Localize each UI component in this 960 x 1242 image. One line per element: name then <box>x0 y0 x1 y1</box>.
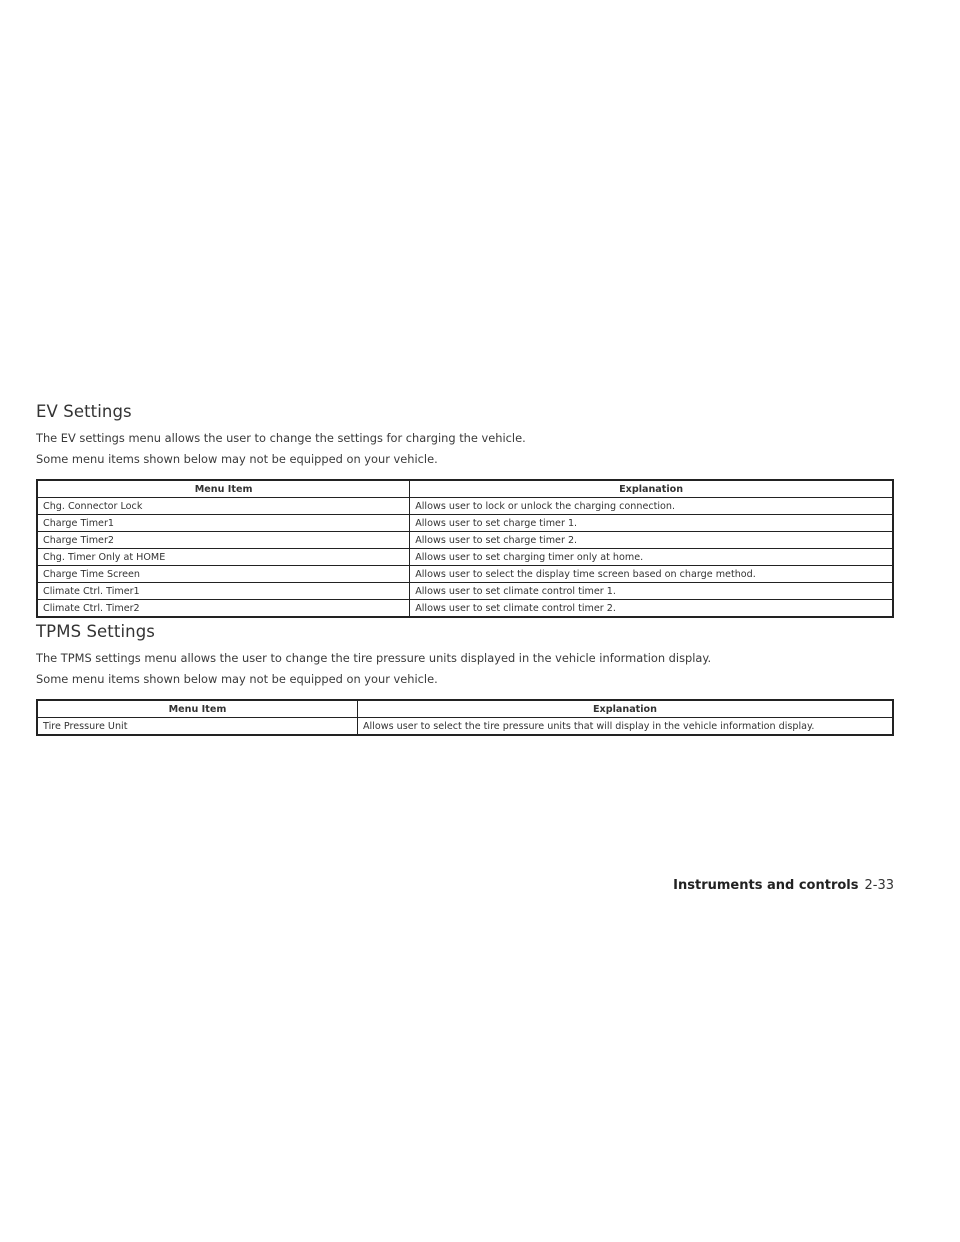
ev-settings-section <box>36 400 894 618</box>
tpms-settings-table <box>36 699 894 736</box>
table-row <box>37 549 893 566</box>
menu-item-cell: Chg. Timer Only at HOME <box>37 549 410 566</box>
table-row <box>37 515 893 532</box>
menu-item-cell: Charge Time Screen <box>37 566 410 583</box>
menu-item-cell: Climate Ctrl. Timer2 <box>37 600 410 618</box>
table-header-row <box>37 700 893 718</box>
explanation-cell: Allows user to set charge timer 2. <box>410 532 893 549</box>
explanation-cell: Allows user to set climate control timer 1. <box>410 583 893 600</box>
table-row <box>37 583 893 600</box>
column-header-explanation: Explanation <box>357 700 893 718</box>
menu-item-cell: Climate Ctrl. Timer1 <box>37 583 410 600</box>
table-row <box>37 718 893 736</box>
table-header-row <box>37 480 893 498</box>
tpms-settings-intro: The TPMS settings menu allows the user to change the tire pressure units displayed in the vehicle information display. <box>36 651 712 665</box>
tpms-settings-note: Some menu items shown below may not be equipped on your vehicle. <box>36 672 438 686</box>
ev-settings-heading: EV Settings <box>36 402 132 421</box>
explanation-cell: Allows user to set charge timer 1. <box>410 515 893 532</box>
chapter-title: Instruments and controls <box>673 878 859 893</box>
ev-settings-table <box>36 479 894 618</box>
ev-settings-intro: The EV settings menu allows the user to change the settings for charging the vehicle. <box>36 431 526 445</box>
table-row <box>37 566 893 583</box>
menu-item-cell: Charge Timer2 <box>37 532 410 549</box>
page-footer <box>673 876 894 896</box>
column-header-menu-item: Menu Item <box>37 700 357 718</box>
menu-item-cell: Tire Pressure Unit <box>37 718 357 736</box>
menu-item-cell: Charge Timer1 <box>37 515 410 532</box>
explanation-cell: Allows user to select the tire pressure units that will display in the vehicle information display. <box>357 718 893 736</box>
table-row <box>37 532 893 549</box>
explanation-cell: Allows user to set climate control timer 2. <box>410 600 893 618</box>
page-number: 2-33 <box>864 878 894 893</box>
explanation-cell: Allows user to lock or unlock the charging connection. <box>410 498 893 515</box>
tpms-settings-section <box>36 620 894 736</box>
explanation-cell: Allows user to select the display time screen based on charge method. <box>410 566 893 583</box>
column-header-menu-item: Menu Item <box>37 480 410 498</box>
table-row <box>37 498 893 515</box>
explanation-cell: Allows user to set charging timer only at home. <box>410 549 893 566</box>
table-row <box>37 600 893 618</box>
tpms-settings-heading: TPMS Settings <box>36 622 155 641</box>
menu-item-cell: Chg. Connector Lock <box>37 498 410 515</box>
column-header-explanation: Explanation <box>410 480 893 498</box>
ev-settings-note: Some menu items shown below may not be equipped on your vehicle. <box>36 452 438 466</box>
